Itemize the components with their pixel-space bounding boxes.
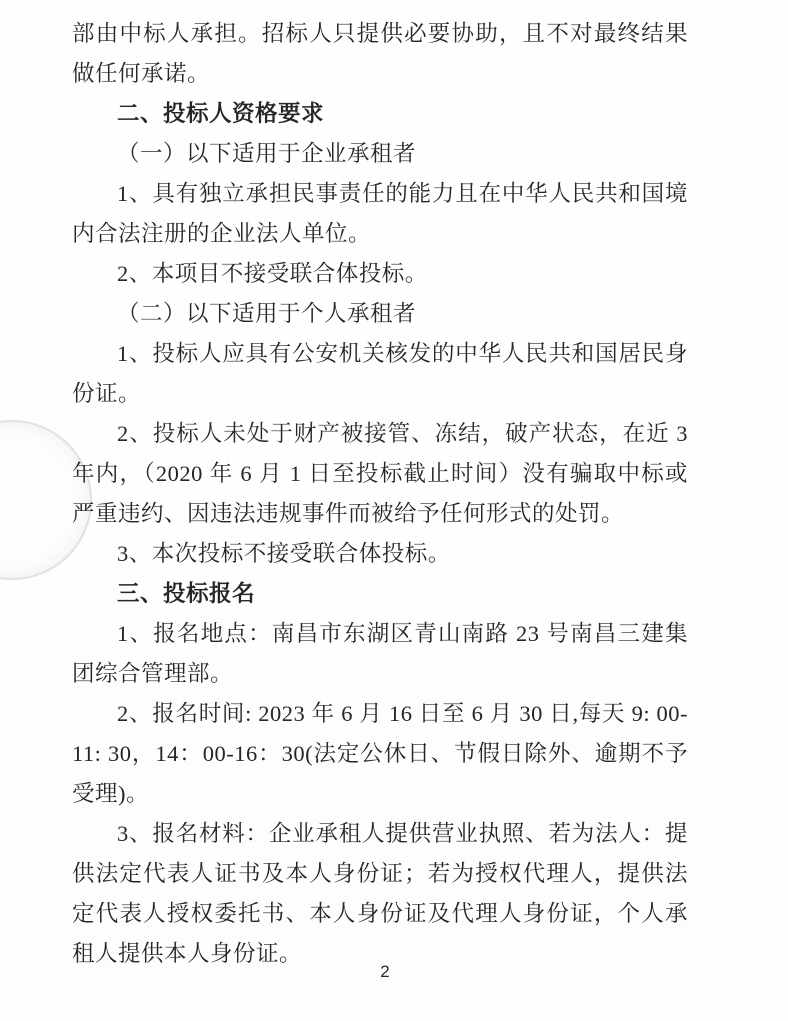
page-number: 2 <box>380 962 390 981</box>
document-body <box>72 14 688 974</box>
list-item: 2、本项目不接受联合体投标。 <box>117 261 428 286</box>
list-item: 1、具有独立承担民事责任的能力且在中华人民共和国境内合法注册的企业法人单位。 <box>72 181 688 246</box>
section-heading-3: 三、投标报名 <box>117 581 256 606</box>
list-item: 2、报名时间: 2023 年 6 月 16 日至 6 月 30 日,每天 9: 00-11: 30，14：00-16：30(法定公休日、节假日除外、逾期不予受理)。 <box>72 701 688 806</box>
list-item: 2、投标人未处于财产被接管、冻结，破产状态，在近 3 年内，（2020 年 6 月 1 日至投标截止时间）没有骗取中标或严重违约、因违法违规事件而被给予任何形式的处罚。 <box>72 421 688 526</box>
list-item: 1、报名地点：南昌市东湖区青山南路 23 号南昌三建集团综合管理部。 <box>72 621 688 686</box>
paragraph-continuation: 部由中标人承担。招标人只提供必要协助，且不对最终结果做任何承诺。 <box>72 21 688 86</box>
section-heading-2: 二、投标人资格要求 <box>117 101 325 126</box>
subsection-heading-individual: （二）以下适用于个人承租者 <box>117 301 417 326</box>
list-item: 3、报名材料：企业承租人提供营业执照、若为法人：提供法定代表人证书及本人身份证；若为授权代理人，提供法定代表人授权委托书、本人身份证及代理人身份证，个人承租人提供本人身份证。 <box>72 821 688 966</box>
list-item: 1、投标人应具有公安机关核发的中华人民共和国居民身份证。 <box>72 341 688 406</box>
subsection-heading-enterprise: （一）以下适用于企业承租者 <box>117 141 417 166</box>
list-item: 3、本次投标不接受联合体投标。 <box>117 541 451 566</box>
